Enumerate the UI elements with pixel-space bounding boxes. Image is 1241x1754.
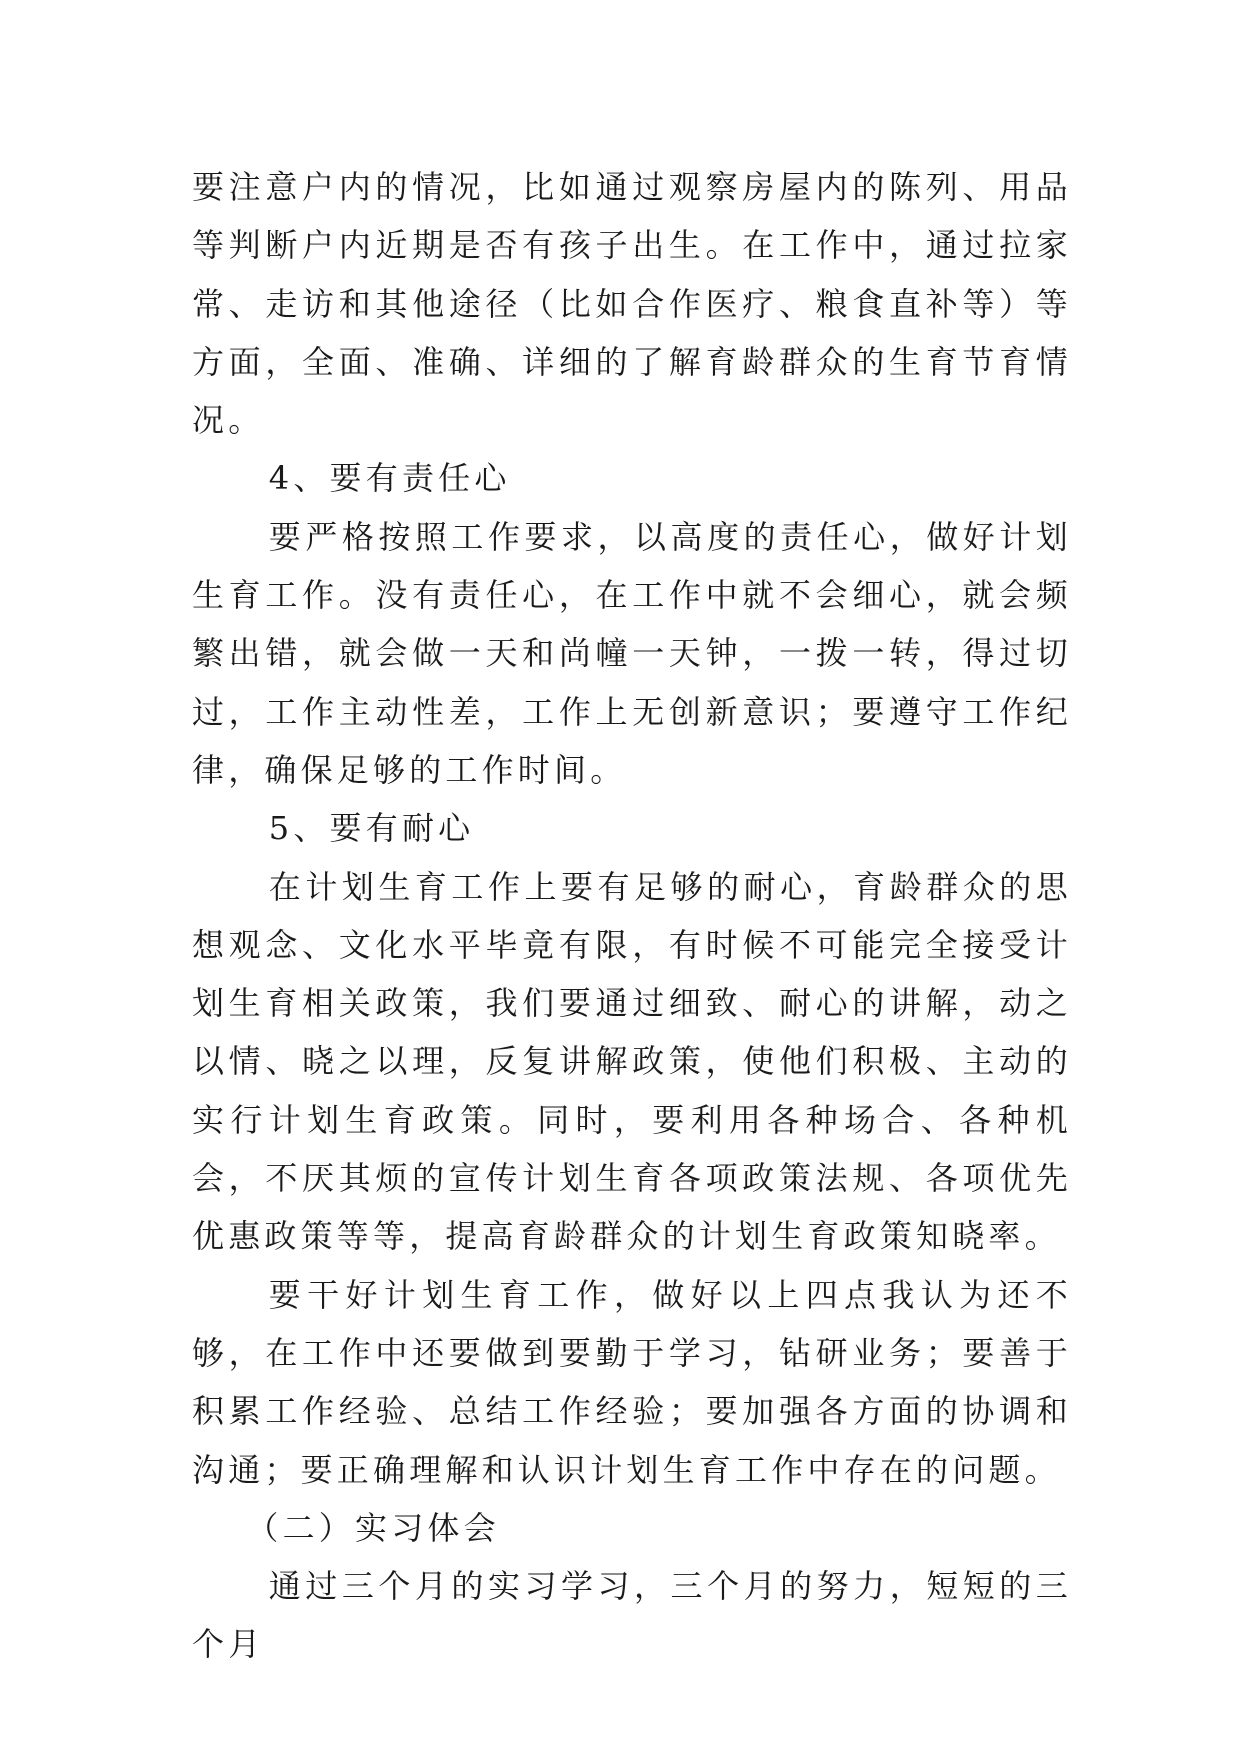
section-heading-patience: 5、要有耐心 [268, 809, 475, 848]
paragraph-summary: 要干好计划生育工作，做好以上四点我认为还不够，在工作中还要做到要勤于学习，钻研业务；要善于积累工作经验、总结工作经验；要加强各方面的协调和沟通；要正确理解和认识计划生育工作中存在的问题。 [192, 1275, 1072, 1489]
paragraph-patience: 在计划生育工作上要有足够的耐心，育龄群众的思想观念、文化水平毕竟有限，有时候不可能完全接受计划生育相关政策，我们要通过细致、耐心的讲解，动之以情、晓之以理，反复讲解政策，使他们积极、主动的实行计划生育政策。同时，要利用各种场合、各种机会，不厌其烦的宣传计划生育各项政策法规、各项优先优惠政策等等，提高育龄群众的计划生育政策知晓率。 [192, 867, 1072, 1256]
section-heading-responsibility: 4、要有责任心 [268, 459, 511, 498]
document-body [192, 158, 1072, 1674]
section-heading-internship-experience: （二）实习体会 [246, 1508, 500, 1547]
paragraph-responsibility: 要严格按照工作要求，以高度的责任心，做好计划生育工作。没有责任心，在工作中就不会细心，就会频繁出错，就会做一天和尚幢一天钟，一拨一转，得过切过，工作主动性差，工作上无创新意识；要遵守工作纪律，确保足够的工作时间。 [192, 517, 1072, 789]
paragraph-continuation: 要注意户内的情况，比如通过观察房屋内的陈列、用品等判断户内近期是否有孩子出生。在工作中，通过拉家常、走访和其他途径（比如合作医疗、粮食直补等）等方面，全面、准确、详细的了解育龄群众的生育节育情况。 [192, 168, 1072, 440]
paragraph-internship-experience: 通过三个月的实习学习，三个月的努力，短短的三个月 [192, 1567, 1072, 1664]
